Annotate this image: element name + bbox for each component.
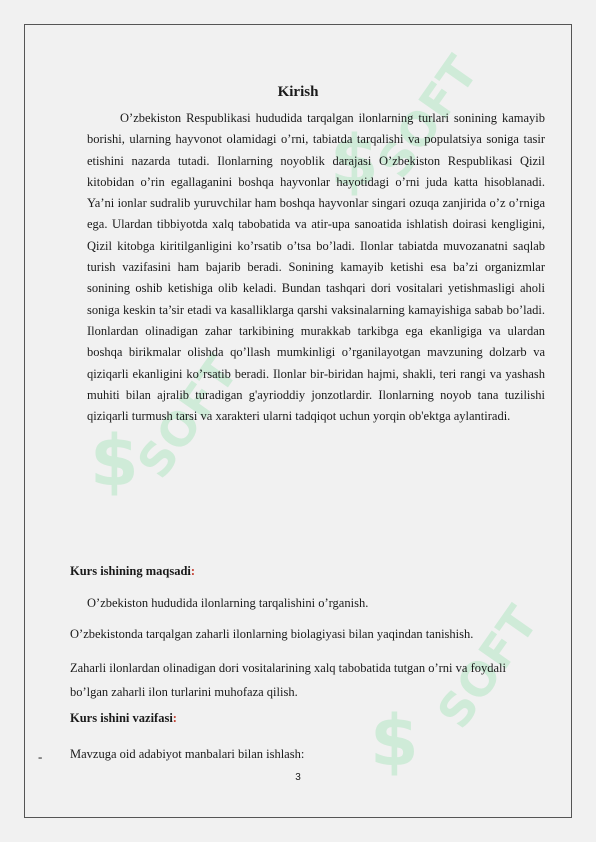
goal-heading [70, 564, 195, 579]
watermark-text: SOFT [426, 596, 549, 738]
goal-item: O’zbekistonda tarqalgan zaharli ilonlarning biolagiyasi bilan yaqindan tanishish. [70, 627, 474, 641]
tasks-heading-colon: : [172, 711, 177, 725]
intro-paragraph: O’zbekiston Respublikasi hududida tarqalgan ilonlarning turlari sonining kamayib borishi, ularning hayvonot olamidagi o’rni, tabiatda tarqalishi va populatsiya soniga tasir etishini nazarda tutadi. Ilonlarning noyoblik darajasi O’zbekiston Respublikasi Qizil kitobidan o’rin egallaganini boshqa hayvonlar hayotidagi o’rni juda katta hisoblanadi. Ya’ni ionlar sudralib yuruvchilar ham boshqa hayvonlar singari ozuqa zanjirida o’z o’rniga ega. Ulardan tibbiyotda xalq tabobatida va atir-upa sanoatida ishlatish doirasi kengligini, Qizil kitobga kiritilganligini ko’rsatib o’tsa bo’ladi. Ilonlar tabiatda muvozanatni saqlab turish vazifasini ham bajarib beradi. Sonining kamayib ketishi esa ba’zi organizmlar sonining oshib ketishiga olib keladi. Bundan tashqari dori vositalari yetishmasligi aholi soniga keskin ta’sir etadi va kasalliklarga qarshi vaksinalarning kamayishiga sabab bo’ladi. Ilonlardan olinadigan zahar tarkibining murakkab tarkibga ega ekanligiga va ulardan boshqa birikmalar olishda qo’llash mumkinligi o’rganilayotgan mavzuning dolzarb va qiziqarli ekanligini ko’rsatib beradi. Ilonlar bir-biridan hajmi, shakli, teri rangi va yashash muhiti bilan ajralib turadigan g'ayrioddiy jonzotlardir. Ilonlarning noyob tana tuzilishi qiziqarli turmush tarsi va xarakteri ularni tadqiqot uchun yorqin ob'ektga aylantiradi. [87, 111, 545, 424]
tasks-heading-text: Kurs ishini vazifasi [70, 711, 173, 725]
goal-item: Zaharli ilonlardan olinadigan dori vositalarining xalq tabobatida tutgan o’rni va foydali bo’lgan zaharli ilon turlarini muhofaza qilish. [70, 661, 506, 699]
task-item: Mavzuga oid adabiyot manbalari bilan ishlash: [70, 747, 305, 761]
tasks-heading [70, 711, 177, 726]
watermark-logo: $ [370, 700, 419, 782]
watermark-logo: $ [330, 120, 379, 202]
watermark-text: SOFT [126, 346, 249, 488]
page-number: 3 [295, 772, 301, 783]
goal-heading-colon: : [190, 564, 196, 578]
goal-item: O’zbekiston hududida ilonlarning tarqalishini o’rganish. [87, 596, 369, 610]
list-bullet: - [38, 749, 43, 764]
goal-heading-text: Kurs ishining maqsadi [70, 564, 191, 578]
watermark-text: SOFT [366, 46, 489, 188]
watermark-logo: $ [90, 420, 139, 502]
page-title: Kirish [277, 84, 319, 100]
